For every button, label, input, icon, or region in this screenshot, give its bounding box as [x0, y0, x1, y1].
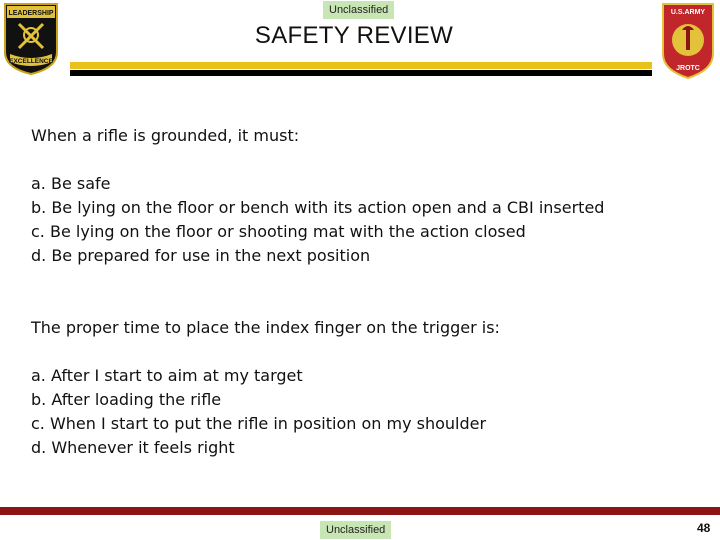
classification-label-top: Unclassified — [323, 1, 394, 19]
question-2-option-c: c. When I start to put the rifle in position on my shoulder — [31, 414, 487, 433]
crest-left-bottom-text: EXCELLENCE — [9, 58, 53, 65]
crest-right-bottom-text: JROTC — [676, 65, 700, 72]
question-1-option-b: b. Be lying on the floor or bench with its action open and a CBI inserted — [31, 198, 605, 217]
crest-right-top-text: U.S.ARMY — [670, 9, 706, 16]
army-jrotc-crest-icon — [659, 2, 717, 80]
question-2-prompt: The proper time to place the index finger on the trigger is: — [31, 318, 500, 337]
question-1-prompt: When a rifle is grounded, it must: — [31, 126, 300, 145]
slide-title: SAFETY REVIEW — [254, 22, 454, 49]
page-number: 48 — [697, 521, 711, 535]
question-2-option-d: d. Whenever it feels right — [31, 438, 235, 457]
question-1-option-a: a. Be safe — [31, 174, 111, 193]
question-2-option-a: a. After I start to aim at my target — [31, 366, 303, 385]
title-underline-black — [70, 70, 652, 76]
title-underline-gold — [70, 62, 652, 69]
footer-bar — [0, 507, 720, 515]
classification-label-bottom: Unclassified — [320, 521, 391, 539]
question-1-option-d: d. Be prepared for use in the next position — [31, 246, 371, 265]
crest-left-top-text: LEADERSHIP — [8, 10, 54, 17]
question-2-option-b: b. After loading the rifle — [31, 390, 222, 409]
question-1-option-c: c. Be lying on the floor or shooting mat with the action closed — [31, 222, 526, 241]
